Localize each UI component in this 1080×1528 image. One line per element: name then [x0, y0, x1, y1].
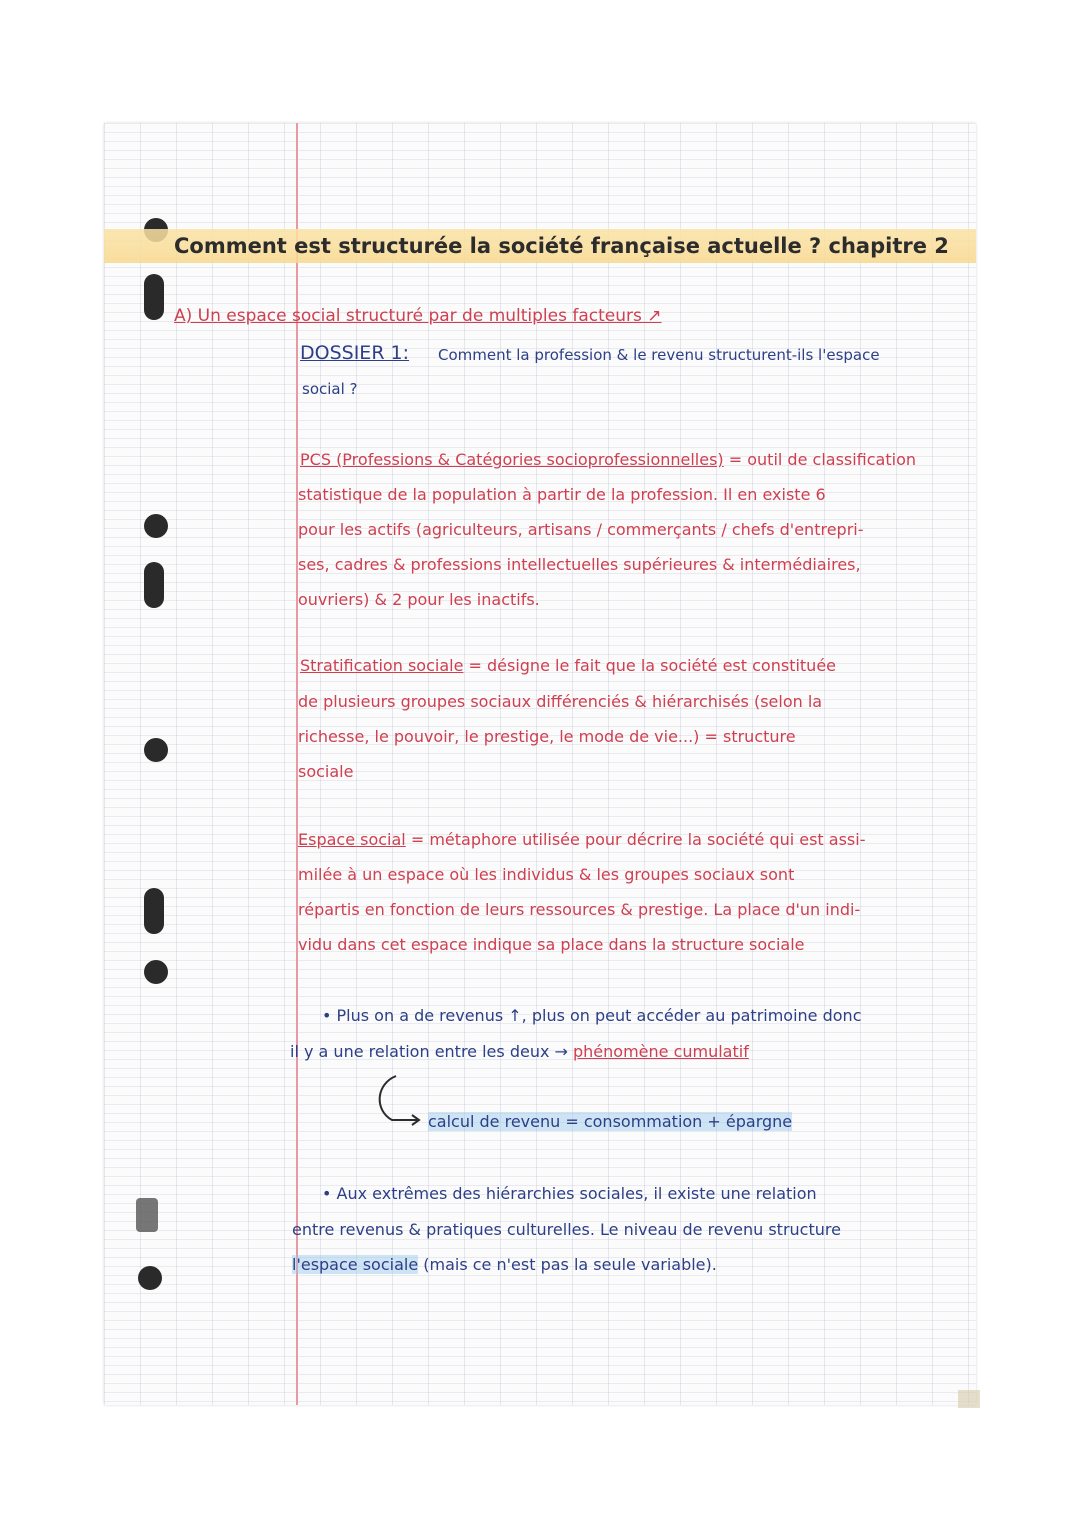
espace-line: milée à un espace où les individus & les groupes sociaux sont [298, 865, 795, 884]
pcs-line: ouvriers) & 2 pour les inactifs. [298, 590, 540, 609]
pcs-line [300, 450, 916, 469]
bullet-line [290, 1042, 749, 1061]
calc-text: calcul de revenu = consommation + épargne [428, 1112, 793, 1131]
espace-line [298, 830, 865, 849]
stratification-def: = désigne le fait que la société est constituée [463, 656, 837, 675]
bullet-text: (mais ce n'est pas la seule variable). [418, 1255, 717, 1274]
bullet-line: • Plus on a de revenus ↑, plus on peut accéder au patrimoine donc [322, 1006, 862, 1025]
dossier-question: Comment la profession & le revenu structurent-ils l'espace [438, 346, 880, 364]
bullet-line [292, 1255, 717, 1274]
pcs-term: PCS (Professions & Catégories socioprofessionnelles) [300, 450, 724, 469]
espace-line: répartis en fonction de leurs ressources & prestige. La place d'un indi- [298, 900, 861, 919]
stratification-term: Stratification sociale [300, 656, 464, 675]
pcs-line: pour les actifs (agriculteurs, artisans / commerçants / chefs d'entrepri- [298, 520, 864, 539]
cumulative-term: phénomène cumulatif [573, 1042, 749, 1061]
binder-hole [144, 960, 168, 984]
binder-hole [138, 1266, 162, 1290]
bullet-line [292, 1220, 841, 1239]
pcs-line: ses, cadres & professions intellectuelles supérieures & intermédiaires, [298, 555, 861, 574]
binder-hole [144, 888, 164, 934]
stratification-line: richesse, le pouvoir, le prestige, le mode de vie...) = structure [298, 727, 796, 746]
stratification-line: sociale [298, 762, 354, 781]
pcs-line: statistique de la population à partir de la profession. Il en existe 6 [298, 485, 826, 504]
section-heading-text: A) Un espace social structuré par de multiples facteurs ↗ [174, 306, 662, 326]
espace-line: vidu dans cet espace indique sa place dans la structure sociale [298, 935, 805, 954]
page-title: Comment est structurée la société française actuelle ? chapitre 2 [174, 234, 949, 258]
calc-formula [428, 1112, 792, 1131]
bullet-line: • Aux extrêmes des hiérarchies sociales, il existe une relation [322, 1184, 817, 1203]
page-corner [958, 1390, 980, 1408]
bullet-text: Le niveau de revenu structure [600, 1220, 841, 1239]
section-heading [174, 306, 662, 326]
binder-hole [144, 562, 164, 608]
espace-term: Espace social [298, 830, 406, 849]
bullet-text: entre revenus & pratiques culturelles. [292, 1220, 600, 1239]
binder-hole [144, 738, 168, 762]
binder-hole [144, 514, 168, 538]
bullet-text: l'espace sociale [292, 1255, 419, 1274]
margin-mark [136, 1198, 158, 1232]
espace-def: = métaphore utilisée pour décrire la société qui est assi- [405, 830, 866, 849]
bullet-text: il y a une relation entre les deux → [290, 1042, 573, 1061]
curved-arrow-icon [372, 1070, 432, 1130]
dossier-label: DOSSIER 1: [300, 342, 410, 364]
stratification-line [300, 656, 836, 675]
pcs-def: = outil de classification [723, 450, 917, 469]
dossier-question-cont: social ? [302, 380, 358, 398]
binder-hole [144, 274, 164, 320]
stratification-line: de plusieurs groupes sociaux différenciés & hiérarchisés (selon la [298, 692, 823, 711]
